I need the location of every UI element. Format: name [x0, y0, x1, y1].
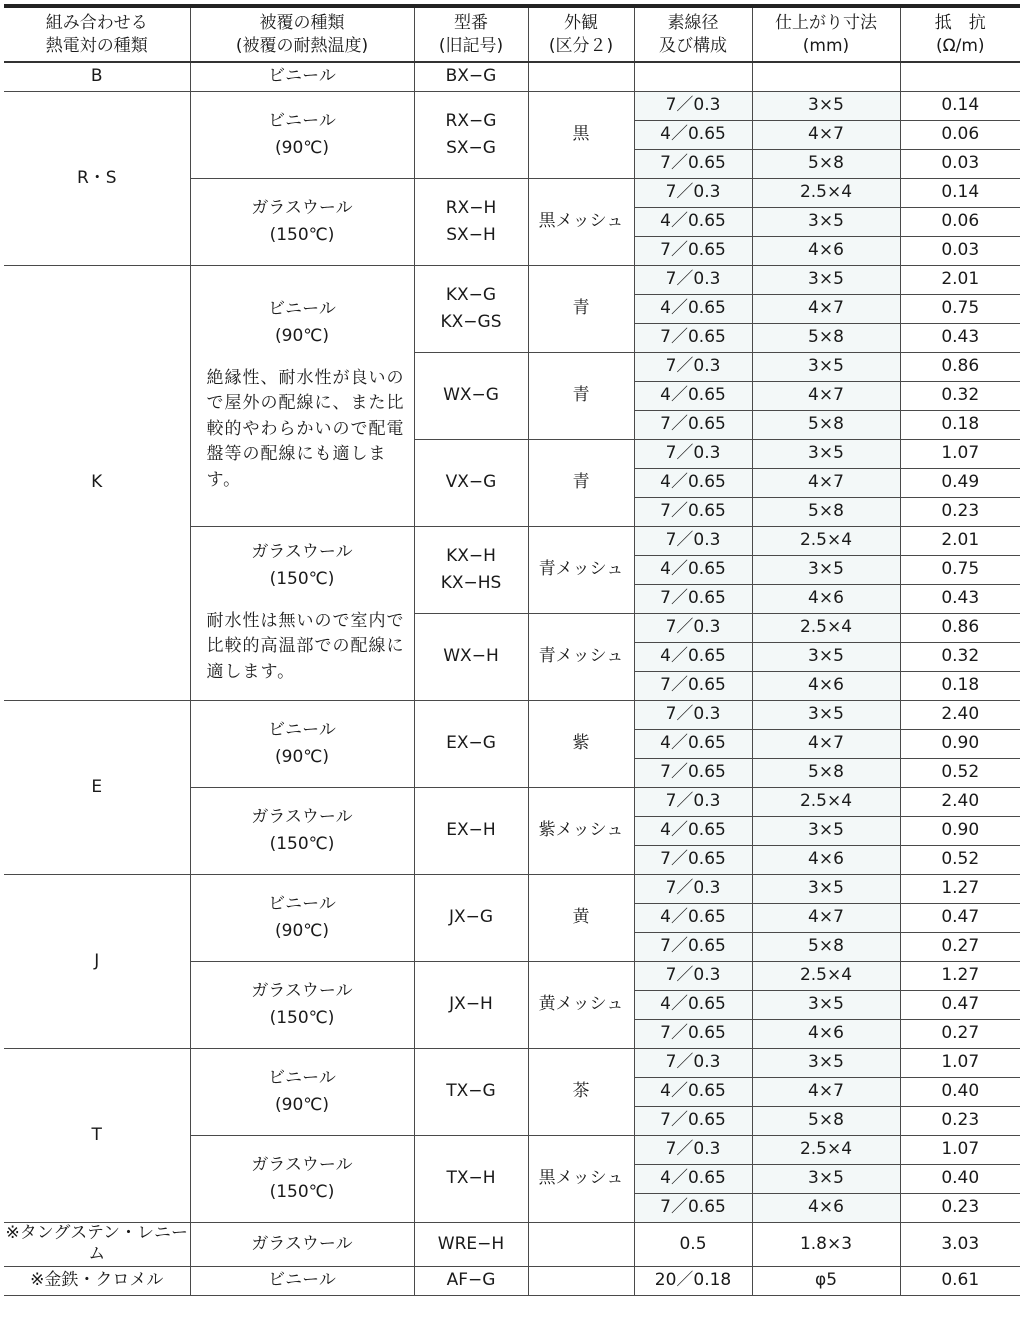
model-cell: WRE−H [414, 1223, 528, 1267]
size-cell: 2.5×4 [752, 1136, 900, 1165]
covering-cell [190, 1136, 414, 1223]
strand-cell: 7／0.65 [634, 759, 752, 788]
appearance-cell: 黄メッシュ [528, 962, 634, 1049]
resistance-cell: 2.40 [900, 788, 1020, 817]
appearance-cell: 紫メッシュ [528, 788, 634, 875]
covering-cell [190, 266, 414, 527]
header-covering-line2: (被覆の耐熱温度) [235, 35, 369, 56]
header-strand [634, 6, 752, 62]
covering-name: ビニール [268, 110, 336, 131]
model-name: SX−H [446, 225, 496, 245]
covering-temp: (90℃) [275, 921, 329, 941]
resistance-cell: 0.75 [900, 295, 1020, 324]
appearance-cell [528, 1223, 634, 1267]
resistance-cell: 0.43 [900, 324, 1020, 353]
resistance-cell: 1.27 [900, 875, 1020, 904]
resistance-cell: 0.27 [900, 933, 1020, 962]
strand-cell: 7／0.65 [634, 672, 752, 701]
strand-cell: 0.5 [634, 1223, 752, 1267]
strand-cell: 7／0.65 [634, 150, 752, 179]
size-cell: 4×6 [752, 672, 900, 701]
resistance-cell: 0.23 [900, 1107, 1020, 1136]
resistance-cell: 1.27 [900, 962, 1020, 991]
size-cell: 5×8 [752, 498, 900, 527]
model-name: KX−GS [440, 312, 502, 332]
covering-cell [190, 1049, 414, 1136]
strand-cell: 7／0.3 [634, 1049, 752, 1078]
size-cell: 4×6 [752, 585, 900, 614]
header-model-line1: 型番 [454, 13, 488, 34]
covering-cell: ビニール [190, 1266, 414, 1295]
resistance-cell: 1.07 [900, 440, 1020, 469]
resistance-cell: 0.52 [900, 759, 1020, 788]
header-resistance [900, 6, 1020, 62]
resistance-cell: 0.49 [900, 469, 1020, 498]
model-cell [414, 179, 528, 266]
model-cell: EX−H [414, 788, 528, 875]
strand-cell: 7／0.65 [634, 324, 752, 353]
strand-cell: 20／0.18 [634, 1266, 752, 1295]
strand-cell: 7／0.3 [634, 179, 752, 208]
size-cell: 5×8 [752, 1107, 900, 1136]
resistance-cell: 0.47 [900, 904, 1020, 933]
table-row [4, 92, 1020, 121]
group-b: B [4, 62, 190, 92]
covering-temp: (150℃) [269, 834, 335, 854]
size-cell: 3×5 [752, 266, 900, 295]
model-cell: AF−G [414, 1266, 528, 1295]
strand-cell: 4／0.65 [634, 1078, 752, 1107]
size-cell: 4×7 [752, 469, 900, 498]
resistance-cell: 1.07 [900, 1049, 1020, 1078]
header-appearance [528, 6, 634, 62]
covering-name: ガラスウール [251, 542, 353, 562]
covering-temp: (90℃) [275, 747, 329, 767]
covering-temp: (150℃) [269, 1182, 335, 1202]
resistance-cell: 0.43 [900, 585, 1020, 614]
covering-cell [190, 875, 414, 962]
resistance-cell: 0.23 [900, 498, 1020, 527]
strand-cell: 4／0.65 [634, 208, 752, 237]
header-finished-size [752, 6, 900, 62]
header-model-number [414, 6, 528, 62]
size-cell: 3×5 [752, 701, 900, 730]
header-strand-line2: 及び構成 [659, 35, 727, 56]
header-row [4, 6, 1020, 62]
strand-cell: 4／0.65 [634, 817, 752, 846]
resistance-cell: 0.86 [900, 614, 1020, 643]
resistance-cell: 0.14 [900, 92, 1020, 121]
resistance-cell: 2.01 [900, 527, 1020, 556]
model-name: RX−G [445, 110, 497, 131]
appearance-cell: 青メッシュ [528, 614, 634, 701]
table-row [4, 1049, 1020, 1078]
strand-cell: 7／0.3 [634, 614, 752, 643]
table-row [4, 1223, 1020, 1267]
covering-name: ガラスウール [251, 197, 353, 218]
appearance-cell: 青メッシュ [528, 527, 634, 614]
strand-cell: 7／0.65 [634, 933, 752, 962]
resistance-cell: 0.61 [900, 1266, 1020, 1295]
resistance-cell: 0.23 [900, 1194, 1020, 1223]
group-tungsten-rhenium: ※タングステン・レニーム [5, 1223, 189, 1265]
table-row [4, 1266, 1020, 1295]
appearance-cell: 青 [528, 266, 634, 353]
strand-cell: 7／0.3 [634, 962, 752, 991]
resistance-cell: 0.06 [900, 121, 1020, 150]
appearance-cell [528, 62, 634, 92]
covering-temp: (90℃) [275, 326, 329, 347]
covering-cell [190, 788, 414, 875]
strand-cell: 4／0.65 [634, 1165, 752, 1194]
strand-cell: 7／0.65 [634, 1194, 752, 1223]
resistance-cell: 0.32 [900, 643, 1020, 672]
strand-cell: 4／0.65 [634, 991, 752, 1020]
covering-cell [190, 527, 414, 701]
size-cell: 4×6 [752, 1194, 900, 1223]
strand-cell: 4／0.65 [634, 469, 752, 498]
resistance-cell: 0.27 [900, 1020, 1020, 1049]
size-cell: 4×6 [752, 237, 900, 266]
size-cell: 3×5 [752, 208, 900, 237]
strand-cell: 7／0.3 [634, 701, 752, 730]
model-cell: TX−G [414, 1049, 528, 1136]
covering-name: ガラスウール [251, 980, 353, 1001]
size-cell: 3×5 [752, 991, 900, 1020]
model-cell [414, 266, 528, 353]
strand-cell: 7／0.3 [634, 788, 752, 817]
model-cell: JX−H [414, 962, 528, 1049]
strand-cell: 7／0.3 [634, 92, 752, 121]
header-thermocouple-line2: 熱電対の種類 [45, 35, 148, 56]
covering-cell: ビニール [190, 62, 414, 92]
covering-name: ガラスウール [251, 806, 353, 827]
size-cell: 5×8 [752, 150, 900, 179]
size-cell: 5×8 [752, 411, 900, 440]
size-cell: 2.5×4 [752, 788, 900, 817]
resistance-cell: 3.03 [900, 1223, 1020, 1267]
covering-cell [190, 962, 414, 1049]
appearance-cell: 黒メッシュ [528, 1136, 634, 1223]
resistance-cell: 2.40 [900, 701, 1020, 730]
resistance-cell: 0.40 [900, 1078, 1020, 1107]
resistance-cell [900, 62, 1020, 92]
covering-name: ガラスウール [251, 1154, 353, 1175]
header-resistance-line2: (Ω/m) [935, 35, 985, 56]
size-cell: 5×8 [752, 759, 900, 788]
header-model-line2: (旧記号) [438, 35, 504, 56]
size-cell: 2.5×4 [752, 614, 900, 643]
group-k: K [4, 266, 190, 701]
size-cell: 1.8×3 [752, 1223, 900, 1267]
group-goldiron-chromel: ※金鉄・クロメル [4, 1266, 190, 1295]
resistance-cell: 0.86 [900, 353, 1020, 382]
size-cell: 4×7 [752, 730, 900, 759]
model-cell: TX−H [414, 1136, 528, 1223]
group-t: T [4, 1049, 190, 1223]
header-resistance-line1: 抵 抗 [934, 13, 986, 34]
strand-cell: 4／0.65 [634, 295, 752, 324]
resistance-cell: 0.03 [900, 150, 1020, 179]
strand-cell: 7／0.65 [634, 1020, 752, 1049]
resistance-cell: 0.52 [900, 846, 1020, 875]
covering-cell [190, 701, 414, 788]
table-row [4, 875, 1020, 904]
size-cell: 5×8 [752, 324, 900, 353]
size-cell: 2.5×4 [752, 962, 900, 991]
size-cell: 2.5×4 [752, 179, 900, 208]
covering-name: ビニール [268, 1067, 336, 1088]
size-cell: 3×5 [752, 556, 900, 585]
strand-cell: 7／0.3 [634, 875, 752, 904]
covering-name: ビニール [268, 299, 336, 319]
size-cell: 3×5 [752, 1049, 900, 1078]
resistance-cell: 0.18 [900, 672, 1020, 701]
covering-cell [190, 179, 414, 266]
model-name: RX−H [445, 197, 497, 218]
model-name: SX−G [446, 138, 496, 158]
resistance-cell: 0.90 [900, 730, 1020, 759]
model-cell: WX−H [414, 614, 528, 701]
covering-note: 耐水性は無いので室内で比較的高温部での配線に適します。 [206, 610, 405, 682]
appearance-cell: 紫 [528, 701, 634, 788]
size-cell: 4×7 [752, 904, 900, 933]
size-cell: 4×6 [752, 846, 900, 875]
size-cell: 3×5 [752, 643, 900, 672]
covering-temp: (150℃) [269, 1008, 335, 1028]
covering-note: 絶縁性、耐水性が良いので屋外の配線に、また比較的やわらかいので配電盤等の配線にも適します。 [206, 367, 405, 490]
appearance-cell: 茶 [528, 1049, 634, 1136]
covering-temp: (150℃) [269, 225, 335, 245]
strand-cell: 7／0.3 [634, 353, 752, 382]
strand-cell: 4／0.65 [634, 904, 752, 933]
resistance-cell: 0.75 [900, 556, 1020, 585]
size-cell: 4×7 [752, 295, 900, 324]
header-strand-line1: 素線径 [667, 13, 719, 34]
strand-cell: 4／0.65 [634, 556, 752, 585]
covering-temp: (90℃) [275, 138, 329, 158]
strand-cell: 7／0.65 [634, 237, 752, 266]
table-row [4, 701, 1020, 730]
resistance-cell: 0.90 [900, 817, 1020, 846]
resistance-cell: 2.01 [900, 266, 1020, 295]
model-cell [414, 527, 528, 614]
appearance-cell: 黒 [528, 92, 634, 179]
model-cell: EX−G [414, 701, 528, 788]
header-thermocouple-type [4, 6, 190, 62]
group-rs: R・S [4, 92, 190, 266]
covering-cell: ガラスウール [190, 1223, 414, 1267]
header-size-line2: (mm) [802, 35, 850, 56]
header-covering-type [190, 6, 414, 62]
appearance-cell: 青 [528, 440, 634, 527]
size-cell: 3×5 [752, 875, 900, 904]
model-name: KX−HS [440, 573, 502, 593]
covering-temp: (150℃) [269, 569, 335, 590]
strand-cell: 7／0.65 [634, 585, 752, 614]
size-cell: 5×8 [752, 933, 900, 962]
strand-cell: 7／0.65 [634, 1107, 752, 1136]
table-row [4, 62, 1020, 92]
appearance-cell: 黄 [528, 875, 634, 962]
strand-cell: 7／0.65 [634, 846, 752, 875]
table-row [4, 266, 1020, 295]
size-cell: 3×5 [752, 353, 900, 382]
resistance-cell: 0.18 [900, 411, 1020, 440]
strand-cell: 7／0.3 [634, 440, 752, 469]
header-size-line1: 仕上がり寸法 [775, 13, 877, 34]
strand-cell: 4／0.65 [634, 121, 752, 150]
compensating-wire-spec-table [4, 4, 1020, 1296]
model-cell: BX−G [414, 62, 528, 92]
strand-cell: 4／0.65 [634, 382, 752, 411]
strand-cell: 7／0.3 [634, 1136, 752, 1165]
resistance-cell: 0.32 [900, 382, 1020, 411]
resistance-cell: 0.06 [900, 208, 1020, 237]
model-name: KX−G [445, 284, 497, 305]
resistance-cell: 0.47 [900, 991, 1020, 1020]
resistance-cell: 0.14 [900, 179, 1020, 208]
size-cell: 3×5 [752, 817, 900, 846]
size-cell: 3×5 [752, 1165, 900, 1194]
size-cell: 3×5 [752, 92, 900, 121]
header-thermocouple-line1: 組み合わせる [45, 13, 148, 34]
size-cell [752, 62, 900, 92]
appearance-cell [528, 1266, 634, 1295]
model-cell: JX−G [414, 875, 528, 962]
size-cell: 2.5×4 [752, 527, 900, 556]
resistance-cell: 0.03 [900, 237, 1020, 266]
strand-cell: 4／0.65 [634, 730, 752, 759]
strand-cell: 7／0.3 [634, 527, 752, 556]
group-j: J [4, 875, 190, 1049]
size-cell: 4×7 [752, 382, 900, 411]
appearance-cell: 黒メッシュ [528, 179, 634, 266]
resistance-cell: 1.07 [900, 1136, 1020, 1165]
size-cell: 4×7 [752, 1078, 900, 1107]
covering-temp: (90℃) [275, 1095, 329, 1115]
strand-cell: 7／0.3 [634, 266, 752, 295]
model-cell: VX−G [414, 440, 528, 527]
header-covering-line1: 被覆の種類 [259, 13, 345, 34]
strand-cell: 4／0.65 [634, 643, 752, 672]
size-cell: 4×7 [752, 121, 900, 150]
header-appearance-line1: 外観 [564, 13, 598, 34]
model-cell: WX−G [414, 353, 528, 440]
strand-cell: 7／0.65 [634, 411, 752, 440]
covering-name: ビニール [268, 893, 336, 914]
size-cell: φ5 [752, 1266, 900, 1295]
strand-cell: 7／0.65 [634, 498, 752, 527]
model-cell [414, 92, 528, 179]
strand-cell [634, 62, 752, 92]
model-name: KX−H [446, 545, 496, 566]
resistance-cell: 0.40 [900, 1165, 1020, 1194]
size-cell: 3×5 [752, 440, 900, 469]
appearance-cell: 青 [528, 353, 634, 440]
group-e: E [4, 701, 190, 875]
covering-name: ビニール [268, 719, 336, 740]
header-appearance-line2: (区分２) [548, 35, 614, 56]
size-cell: 4×6 [752, 1020, 900, 1049]
covering-cell [190, 92, 414, 179]
